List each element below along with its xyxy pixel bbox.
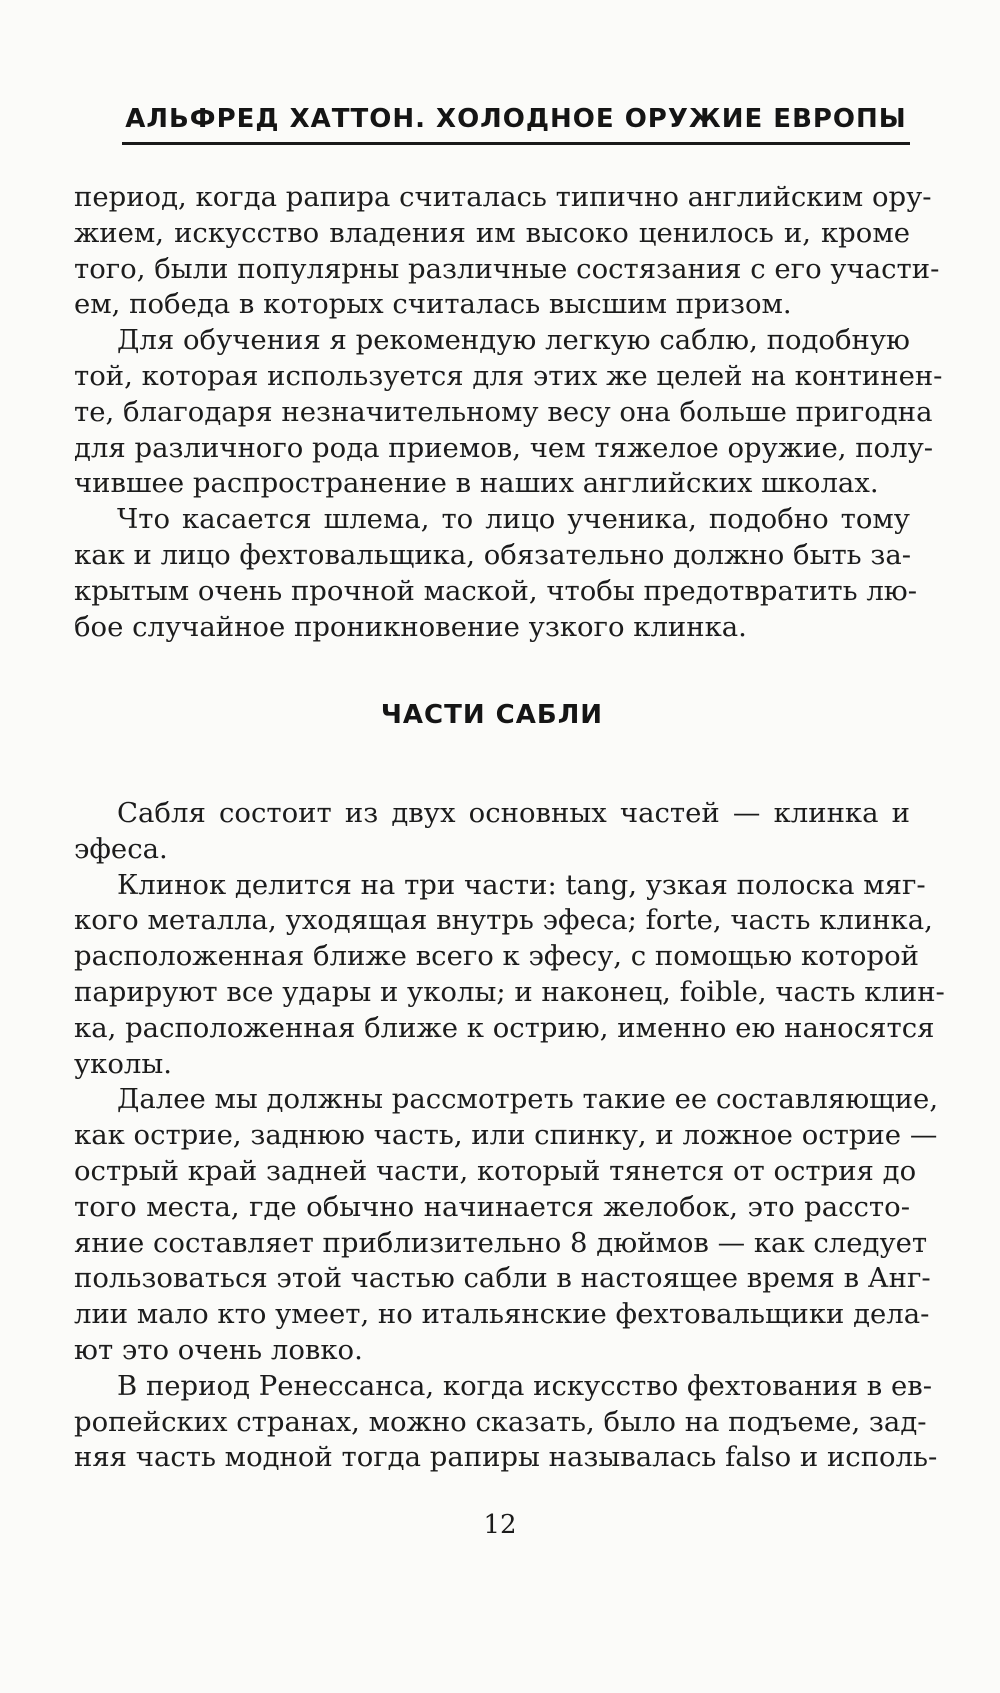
text-line: расположенная ближе всего к эфесу, с помощью которой [74, 940, 919, 973]
text-line: лии мало кто умеет, но итальянские фехтовальщики дела- [74, 1298, 930, 1331]
paragraph-first-line: В период Ренессанса, когда искусство фехтования в ев- [117, 1369, 932, 1402]
text-line: яние составляет приблизительно 8 дюймов — как следует [74, 1226, 928, 1259]
text-line: те, благодаря незначительному весу она больше пригодна [74, 395, 933, 428]
paragraph-first-line: Клинок делится на три части: tang, узкая полоска мяг- [117, 868, 926, 901]
text-block-before-heading [74, 180, 943, 645]
text-line: для различного рода приемов, чем тяжелое оружие, полу- [74, 431, 934, 464]
text-line: ка, расположенная ближе к острию, именно ею наносятся [74, 1011, 935, 1044]
text-line: период, когда рапира считалась типично английским ору- [74, 181, 932, 213]
section-heading: ЧАСТИ САБЛИ [380, 700, 604, 730]
paragraph-first-line: Далее мы должны рассмотреть такие ее составляющие, [117, 1083, 939, 1116]
paragraph-first-line: Для обучения я рекомендую легкую саблю, подобную [117, 324, 910, 357]
text-line: эфеса. [74, 832, 168, 865]
header-rule [122, 142, 910, 145]
text-line: той, которая используется для этих же целей на континен- [74, 359, 943, 392]
text-line: того, были популярны различные состязания с его участи- [74, 252, 940, 285]
text-line: парируют все удары и уколы; и наконец, foible, часть клин- [74, 975, 945, 1008]
text-line: чившее распространение в наших английских школах. [74, 467, 879, 500]
paragraph-first-line: Что касается шлема, то лицо ученика, подобно тому [117, 503, 910, 536]
text-line: няя часть модной тогда рапиры называлась falso и исполь- [74, 1441, 938, 1474]
text-line: кого металла, уходящая внутрь эфеса; forte, часть клинка, [74, 904, 933, 937]
text-line: ют это очень ловко. [74, 1333, 363, 1366]
text-line: как острие, заднюю часть, или спинку, и ложное острие — [74, 1119, 938, 1152]
text-line: бое случайное проникновение узкого клинка. [74, 610, 747, 643]
text-line: острый край задней части, который тянется от острия до [74, 1154, 917, 1187]
running-header: АЛЬФРЕД ХАТТОН. ХОЛОДНОЕ ОРУЖИЕ ЕВРОПЫ [125, 104, 907, 134]
text-line: уколы. [74, 1047, 173, 1080]
text-line: жием, искусство владения им высоко ценилось и, кроме [74, 216, 910, 249]
text-line: как и лицо фехтовальщика, обязательно должно быть за- [74, 538, 912, 571]
text-block-after-heading [74, 796, 945, 1476]
text-line: того места, где обычно начинается желобок, это рассто- [74, 1190, 910, 1223]
paragraph-first-line: Сабля состоит из двух основных частей — клинка и [117, 797, 910, 829]
page-number: 12 [483, 1510, 517, 1540]
text-line: пользоваться этой частью сабли в настоящее время в Анг- [74, 1262, 931, 1295]
text-line: ропейских странах, можно сказать, было на подъеме, зад- [74, 1405, 927, 1438]
text-line: крытым очень прочной маской, чтобы предотвратить лю- [74, 574, 918, 607]
text-line: ем, победа в которых считалась высшим призом. [74, 288, 792, 321]
